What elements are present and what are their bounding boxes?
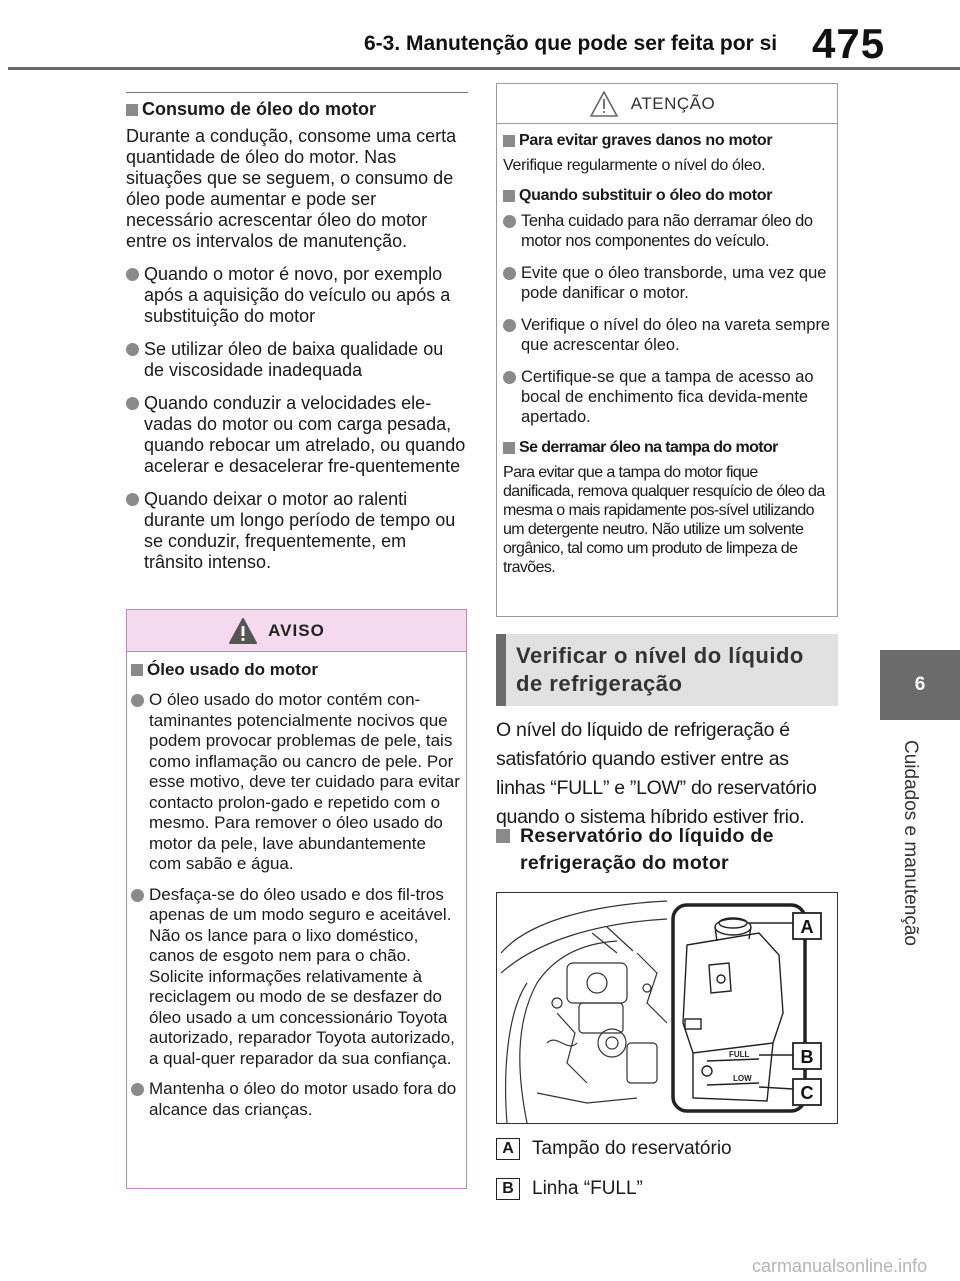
warning-triangle-icon: [228, 617, 258, 645]
legend-text: Tampão do reservatório: [532, 1138, 732, 1159]
caution-paragraph: Verifique regularmente o nível do óleo.: [503, 157, 766, 174]
square-bullet-icon: [503, 190, 515, 202]
callout-b-label: B: [800, 1047, 814, 1067]
list-item: Evite que o óleo transborde, uma vez que pode danificar o motor.: [503, 263, 831, 303]
page-number: 475: [812, 20, 886, 67]
caution-heading: Se derramar óleo na tampa do motor: [503, 439, 831, 457]
list-item: Quando conduzir a velocidades ele-vadas do motor ou com carga pesada, quando rebocar um atrelado, ou quando acelerar e desacelerar fre-quentemente: [126, 393, 468, 477]
coolant-paragraph: O nível do líquido de refrigeração é satisfatório quando estiver entre as linhas “FULL” e ”LOW” do reservatório quando o sistema híbrido estiver frio.: [496, 719, 817, 828]
engine-oil-consumption-section: [126, 92, 468, 573]
circle-bullet-icon: [503, 319, 516, 332]
circle-bullet-icon: [126, 343, 139, 356]
circle-bullet-icon: [131, 1083, 144, 1096]
circle-bullet-icon: [131, 694, 144, 707]
low-mark-label: LOW: [733, 1074, 752, 1083]
list-item: Se utilizar óleo de baixa qualidade ou de viscosidade inadequada: [126, 339, 468, 381]
square-bullet-icon: [126, 104, 138, 116]
section-title: 6-3. Manutenção que pode ser feita por si: [364, 32, 778, 55]
chapter-tab: 6: [880, 650, 960, 720]
circle-bullet-icon: [126, 268, 139, 281]
list-item: Certifique-se que a tampa de acesso ao bocal de enchimento fica devida-mente apertado.: [503, 367, 831, 427]
warning-box: [126, 609, 467, 1189]
intro-paragraph: Durante a condução, consome uma certa quantidade de óleo do motor. Nas situações que se seguem, o consumo de óleo pode aumentar e pode ser necessário acrescentar óleo do motor entre os intervalos de manutenção.: [126, 126, 457, 251]
section-divider: [126, 92, 468, 93]
list-item: Desfaça-se do óleo usado e dos fil-tros apenas de um modo seguro e aceitável. Não os lance para o lixo doméstico, canos de esgoto nem para o chão. Solicite informações relativamente à reciclagem ou modo de se desfazer do óleo usado a um concessionário Toyota autorizado, reparador Toyota autorizado, a qual-quer reparador da sua confiança.: [131, 885, 460, 1070]
full-mark-label: FULL: [729, 1050, 750, 1059]
legend-text: Linha “FULL”: [532, 1178, 643, 1199]
circle-bullet-icon: [503, 371, 516, 384]
subsection-heading: Reservatório do líquido de refrigeração do motor: [496, 823, 841, 877]
legend-key: A: [496, 1138, 520, 1160]
legend-key: B: [496, 1178, 520, 1200]
caution-heading: Quando substituir o óleo do motor: [503, 187, 831, 205]
callout-c-label: C: [800, 1083, 814, 1103]
section-heading: Consumo de óleo do motor: [126, 99, 468, 120]
coolant-reservoir-illustration: [496, 892, 838, 1124]
list-item: Quando deixar o motor ao ralenti durante um longo período de tempo ou se conduzir, frequentemente, em trânsito intenso.: [126, 489, 468, 573]
warning-header: AVISO: [127, 610, 466, 652]
caution-heading: Para evitar graves danos no motor: [503, 132, 831, 150]
legend-item: [496, 1178, 643, 1200]
watermark: carmanualsonline.info: [752, 1256, 928, 1276]
warning-heading: Óleo usado do motor: [131, 660, 460, 680]
header-divider: [8, 67, 960, 70]
square-bullet-icon: [503, 135, 515, 147]
section-banner: Verificar o nível do líquido de refrigeração: [496, 634, 838, 706]
list-item: Verifique o nível do óleo na vareta sempre que acrescentar óleo.: [503, 315, 831, 355]
square-bullet-icon: [131, 664, 143, 676]
legend-item: [496, 1138, 732, 1160]
circle-bullet-icon: [126, 493, 139, 506]
caution-paragraph: Para evitar que a tampa do motor fique danificada, remova qualquer resquício de óleo da mesma o mais rapidamente pos-sível utilizando um detergente neutro. Não utilize um solvente orgânico, tal como um produto de limpeza de travões.: [503, 464, 825, 576]
circle-bullet-icon: [131, 889, 144, 902]
list-item: Tenha cuidado para não derramar óleo do motor nos componentes do veículo.: [503, 211, 831, 251]
circle-bullet-icon: [503, 267, 516, 280]
list-item: Mantenha o óleo do motor usado fora do alcance das crianças.: [131, 1079, 460, 1120]
list-item: Quando o motor é novo, por exemplo após a aquisição do veículo ou após a substituição do motor: [126, 264, 468, 327]
circle-bullet-icon: [126, 397, 139, 410]
list-item: O óleo usado do motor contém con-taminantes potencialmente nocivos que podem provocar problemas de pele, tais como inflamação ou cancro de pele. Por esse motivo, deve ter cuidado para evitar contacto prolon-gado e repetido com o mesmo. Para remover o óleo usado do motor da pele, lave abundantemente com sabão e água.: [131, 690, 460, 875]
caution-triangle-icon: [589, 90, 619, 118]
square-bullet-icon: [496, 829, 510, 843]
chapter-label: Cuidados e manutenção: [900, 740, 921, 946]
square-bullet-icon: [503, 442, 515, 454]
caution-box: [496, 83, 838, 617]
circle-bullet-icon: [503, 215, 516, 228]
caution-header: ATENÇÃO: [497, 84, 837, 124]
callout-a-label: A: [800, 917, 814, 937]
engine-bay-drawing: [497, 893, 838, 1124]
